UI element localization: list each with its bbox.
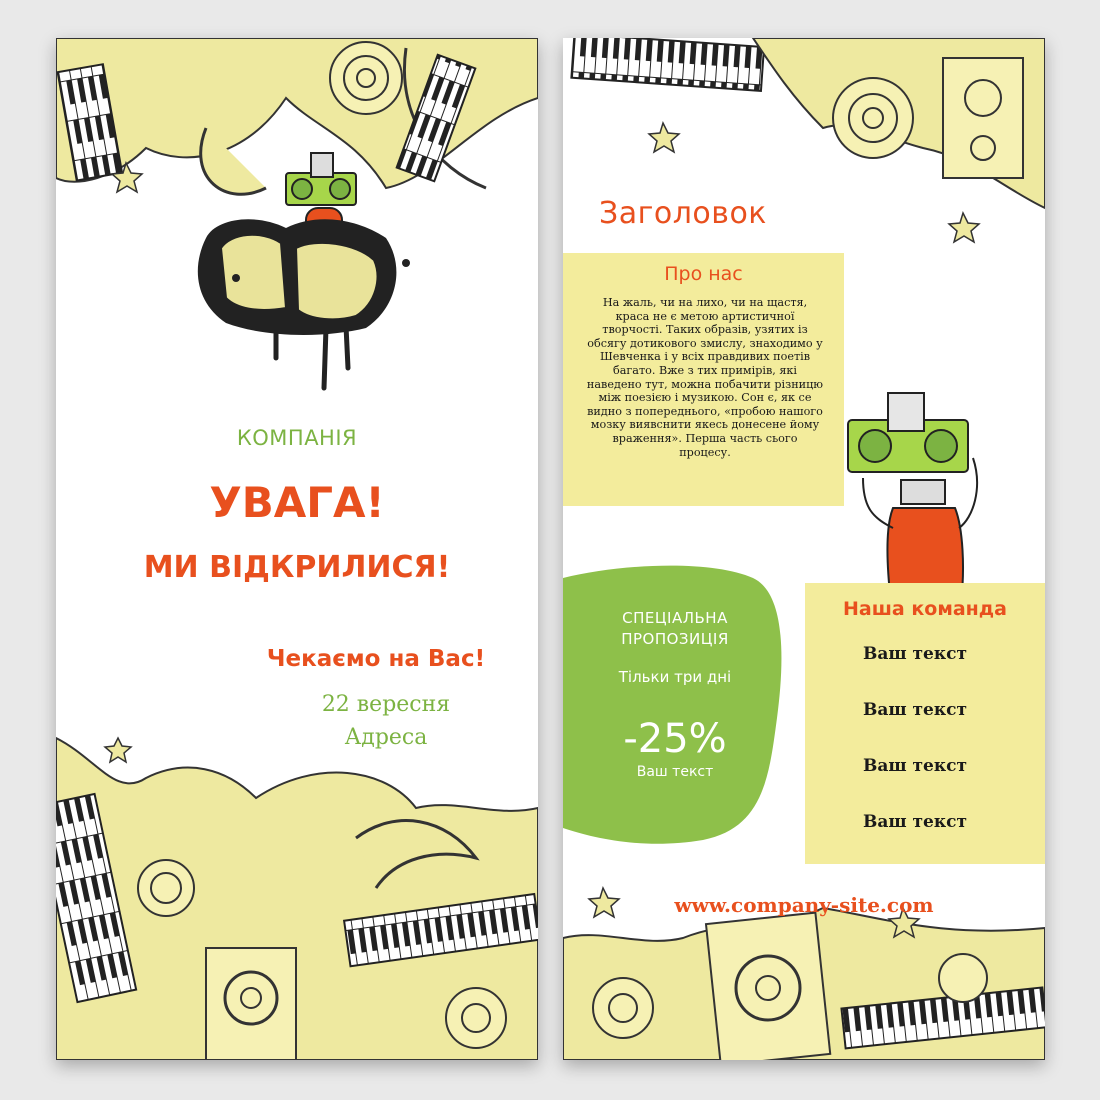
offer-discount: -25% — [623, 716, 727, 762]
doodle-illustration — [56, 38, 538, 1060]
offer-days: Тільки три дні — [618, 668, 732, 686]
opened-headline: МИ ВІДКРИЛИСЯ! — [143, 550, 451, 585]
team-item: Ваш текст — [862, 812, 968, 832]
attention-headline: УВАГА! — [209, 478, 385, 527]
offer-text: Ваш текст — [636, 764, 714, 780]
website-link[interactable]: www.company-site.com — [674, 893, 934, 917]
team-title: Наша команда — [843, 598, 1007, 620]
about-text: На жаль, чи на лихо, чи на щастя, краса не є метою артистичної творчості. Таких образів, узятих із обсягу дотикового змислу, знаходимо у Шевченка і у всіх правдивих поетів багато. Вже з тих примірів, які наведено тут, можна побачити різницю між поезією і музикою. Сон є, як се видно з попереднього, «пробою нашого мозку виявснити якесь донесене йому враження». Перша часть сього процесу. — [586, 296, 824, 459]
flyer-back — [563, 38, 1045, 1060]
page-heading: Заголовок — [599, 196, 767, 231]
offer-title: СПЕЦІАЛЬНА ПРОПОЗИЦІЯ — [621, 609, 729, 648]
flyer-front — [56, 38, 538, 1060]
team-item: Ваш текст — [862, 700, 968, 720]
about-title: Про нас — [664, 263, 743, 285]
company-label: КОМПАНІЯ — [236, 426, 358, 450]
spray-can-character — [848, 393, 977, 611]
team-item: Ваш текст — [862, 644, 968, 664]
event-address: Адреса — [344, 725, 428, 750]
event-date: 22 вересня — [321, 692, 451, 717]
team-item: Ваш текст — [862, 756, 968, 776]
waiting-text: Чекаємо на Вас! — [266, 646, 486, 672]
